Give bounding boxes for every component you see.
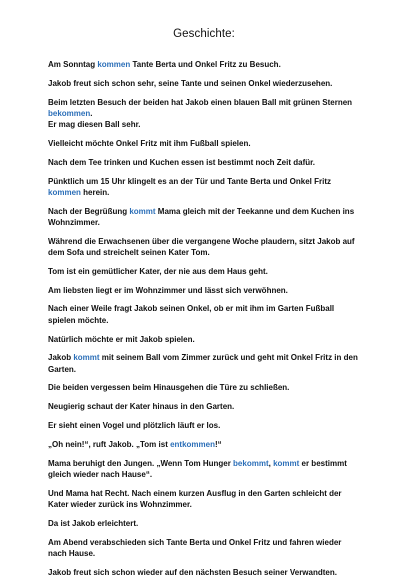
story-paragraph bbox=[48, 97, 360, 131]
highlighted-word: kommen bbox=[48, 187, 81, 197]
text-segment: Tante Berta und Onkel Fritz zu Besuch. bbox=[130, 60, 281, 69]
text-segment: Beim letzten Besuch der beiden hat Jakob einen blauen Ball mit grünen Sternen bbox=[48, 97, 353, 107]
text-segment: Am liebsten liegt er im Wohnzimmer und lässt sich verwöhnen. bbox=[48, 285, 288, 295]
text-segment: Da ist Jakob erleichtert. bbox=[48, 518, 139, 528]
text-segment: Und Mama hat Recht. Nach einem kurzen Ausflug in den Garten schleicht der Kater wieder zurück ins Wohnzimmer. bbox=[48, 488, 342, 510]
highlighted-word: kommen bbox=[97, 60, 131, 69]
story-paragraph bbox=[48, 206, 360, 229]
story-paragraph bbox=[48, 567, 360, 578]
story-body bbox=[48, 59, 360, 578]
story-paragraph bbox=[48, 439, 360, 450]
text-segment: Jakob bbox=[48, 353, 74, 363]
text-segment: Mama beruhigt den Jungen. „Wenn Tom Hunger bbox=[48, 458, 234, 468]
highlighted-word: kommt bbox=[129, 206, 156, 216]
story-paragraph bbox=[48, 401, 360, 412]
text-segment: Mama gleich mit der Teekanne und dem Kuchen ins Wohnzimmer. bbox=[48, 206, 355, 227]
story-paragraph bbox=[48, 382, 360, 393]
text-segment: mit seinem Ball vom Zimmer zurück und geht mit Onkel Fritz in den Garten. bbox=[48, 353, 358, 374]
story-paragraph bbox=[48, 334, 360, 345]
story-paragraph bbox=[48, 352, 360, 375]
text-segment: er bestimmt gleich wieder nach Hause“. bbox=[48, 458, 347, 479]
text-segment: Am Abend verabschieden sich Tante Berta und Onkel Fritz und fahren wieder nach Hause. bbox=[48, 537, 342, 558]
page-title: Geschichte: bbox=[173, 28, 235, 40]
text-segment: , bbox=[268, 458, 274, 468]
story-paragraph bbox=[48, 285, 360, 296]
text-segment: . bbox=[90, 108, 93, 118]
text-segment: Während die Erwachsenen über die vergangene Woche plaudern, sitzt Jakob auf dem Sofa und streichelt seinen Kater Tom. bbox=[48, 236, 355, 258]
story-paragraph bbox=[48, 236, 360, 259]
highlighted-word: kommt bbox=[273, 458, 300, 468]
story-paragraph bbox=[48, 420, 360, 431]
highlighted-word: bekommen bbox=[48, 108, 91, 118]
text-segment: Jakob freut sich schon sehr, seine Tante und seinen Onkel wiederzusehen. bbox=[48, 78, 333, 88]
story-paragraph bbox=[48, 303, 360, 326]
text-segment: Vielleicht möchte Onkel Fritz mit ihm Fußball spielen. bbox=[48, 138, 251, 148]
story-paragraph bbox=[48, 518, 360, 529]
text-segment: Neugierig schaut der Kater hinaus in den Garten. bbox=[48, 402, 235, 412]
highlighted-word: kommt bbox=[73, 353, 100, 363]
text-segment: Natürlich möchte er mit Jakob spielen. bbox=[48, 334, 195, 344]
text-segment: Am Sonntag bbox=[48, 60, 98, 69]
text-segment: Die beiden vergessen beim Hinausgehen die Türe zu schließen. bbox=[48, 383, 290, 393]
text-segment: Er mag diesen Ball sehr. bbox=[48, 120, 141, 130]
story-paragraph bbox=[48, 157, 360, 168]
story-paragraph bbox=[48, 78, 360, 89]
highlighted-word: entkommen bbox=[170, 439, 215, 449]
text-segment: „Oh nein!“, ruft Jakob. „Tom ist bbox=[48, 439, 171, 449]
story-paragraph bbox=[48, 458, 360, 481]
story-paragraph bbox=[48, 138, 360, 149]
text-segment: Jakob freut sich schon wieder auf den nächsten Besuch seiner Verwandten. bbox=[48, 567, 337, 577]
text-segment: Er sieht einen Vogel und plötzlich läuft er los. bbox=[48, 421, 221, 431]
text-segment: Nach dem Tee trinken und Kuchen essen ist bestimmt noch Zeit dafür. bbox=[48, 157, 316, 167]
text-segment: Pünktlich um 15 Uhr klingelt es an der Tür und Tante Berta und Onkel Fritz bbox=[48, 176, 332, 186]
text-segment: herein. bbox=[80, 187, 110, 197]
text-segment: Tom ist ein gemütlicher Kater, der nie aus dem Haus geht. bbox=[48, 266, 268, 276]
story-paragraph bbox=[48, 59, 360, 70]
story-paragraph bbox=[48, 266, 360, 277]
highlighted-word: bekommt bbox=[233, 458, 269, 468]
text-segment: Nach einer Weile fragt Jakob seinen Onkel, ob er mit ihm im Garten Fußball spielen möchte. bbox=[48, 304, 335, 325]
story-paragraph bbox=[48, 488, 360, 511]
text-segment: Nach der Begrüßung bbox=[48, 206, 130, 216]
story-paragraph bbox=[48, 176, 360, 199]
text-segment: !“ bbox=[214, 439, 222, 449]
story-paragraph bbox=[48, 537, 360, 560]
